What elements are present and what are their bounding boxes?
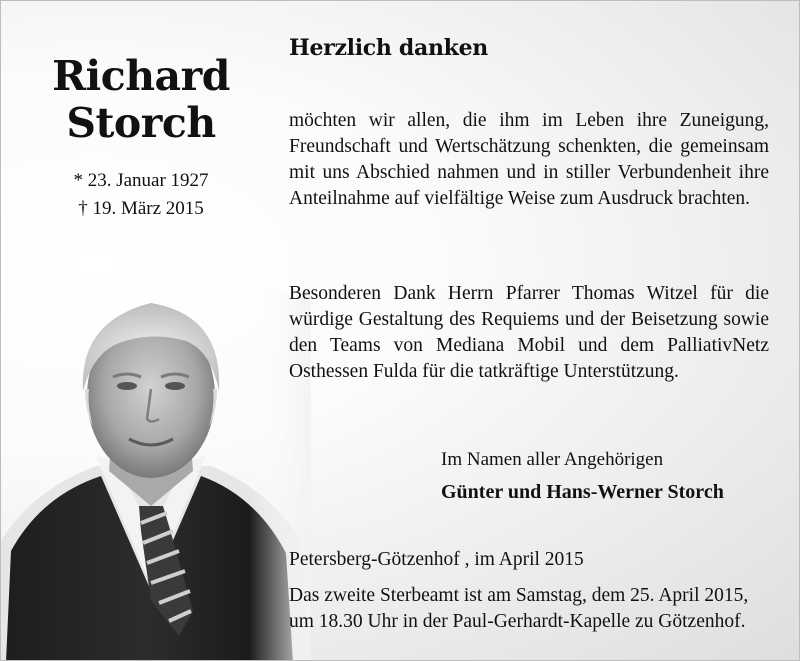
signature-names: Günter und Hans-Werner Storch (441, 481, 724, 503)
death-date: † 19. März 2015 (78, 198, 204, 219)
birth-date: * 23. Januar 1927 (73, 170, 209, 191)
thanks-paragraph: möchten wir allen, die ihm im Leben ihre Zuneigung, Freundschaft und Wertschätzung schenkten, die gemeinsam mit uns Abschied nahmen und in stiller Verbundenheit ihre Anteilnahme auf vielfältige Weise zum Ausdruck brachten. (289, 110, 769, 209)
life-dates (41, 167, 241, 223)
signature-intro: Im Namen aller Angehörigen (441, 449, 664, 470)
service-line-1: Das zweite Sterbeamt ist am Samstag, dem 25. April 2015, (289, 585, 749, 606)
portrait-photo (1, 291, 311, 661)
deceased-first-name: Richard (52, 52, 230, 100)
service-line-2: um 18.30 Uhr in der Paul-Gerhardt-Kapelle zu Götzenhof. (289, 611, 746, 632)
place-and-date: Petersberg-Götzenhof , im April 2015 (289, 549, 584, 570)
deceased-last-name: Storch (66, 99, 216, 147)
deceased-name (41, 53, 241, 147)
special-thanks-paragraph: Besonderen Dank Herrn Pfarrer Thomas Witzel für die würdige Gestaltung des Requiems und der Beisetzung sowie den Teams von Mediana Mobil und dem PalliativNetz Osthessen Fulda für die tatkräftige Unterstützung. (289, 283, 769, 382)
thanks-heading: Herzlich danken (289, 35, 489, 61)
memorial-service-note (289, 583, 769, 635)
